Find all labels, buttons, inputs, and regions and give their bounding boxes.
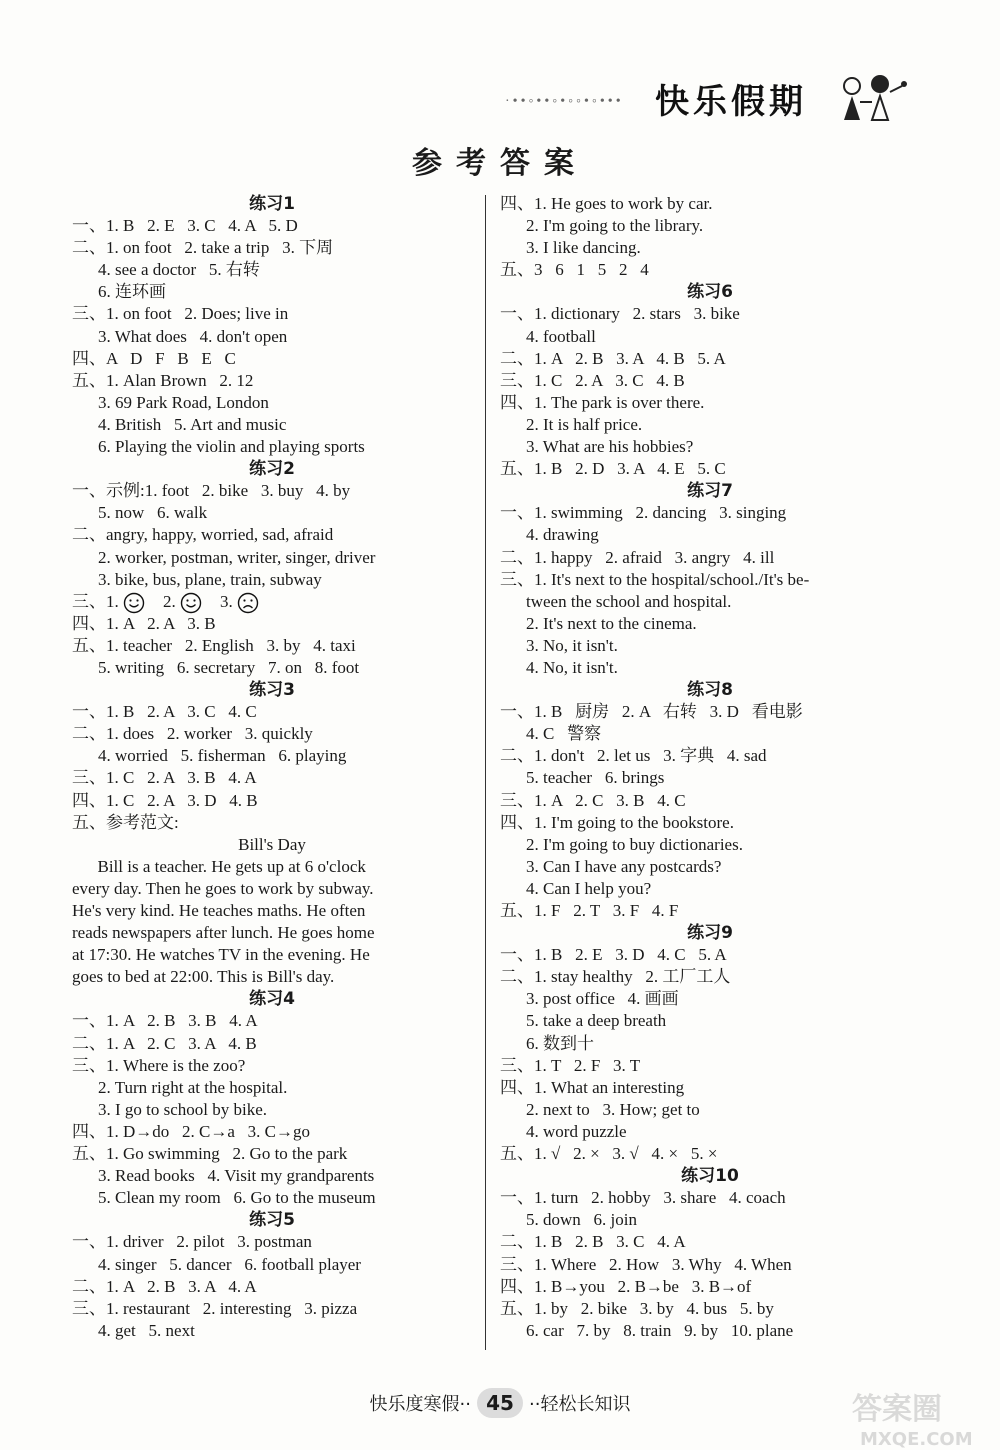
exercise-heading: 练习6 (687, 282, 733, 303)
answer-line (72, 591, 472, 613)
exercise-heading: 练习9 (687, 923, 733, 944)
answer-line: 3. What are his hobbies? (526, 437, 694, 457)
answer-line: 二、1. A 2. B 3. A 4. A (72, 1276, 257, 1296)
page-header (505, 72, 915, 122)
answer-line: 一、1. turn 2. hobby 3. share 4. coach (500, 1188, 786, 1208)
exercise-heading: 练习5 (249, 1210, 295, 1231)
answer-line: 2. It's next to the cinema. (526, 613, 697, 633)
answer-line: 四、1. C 2. A 3. D 4. B (72, 790, 258, 810)
happy-face-icon (180, 592, 202, 614)
answer-line: 3. post office 4. 画画 (526, 989, 679, 1009)
answer-line: 4. singer 5. dancer 6. football player (98, 1254, 361, 1274)
answer-line: 一、1. B 2. A 3. C 4. C (72, 702, 257, 722)
answer-line: 5. take a deep breath (526, 1011, 667, 1031)
column-divider (485, 195, 486, 1350)
exercise-heading: 练习8 (687, 680, 733, 701)
answers-right-column (500, 193, 920, 1342)
page-number: 45 (477, 1388, 523, 1418)
answer-line: 五、1. √ 2. × 3. √ 4. × 5. × (500, 1144, 718, 1164)
answer-line: 2. I'm going to buy dictionaries. (526, 834, 743, 854)
answer-line: 四、1. A 2. A 3. B (72, 613, 216, 633)
answer-line: 2. It is half price. (526, 414, 643, 434)
answer-line: 5. now 6. walk (98, 503, 208, 523)
answer-line: 三、1. on foot 2. Does; live in (72, 304, 289, 324)
answer-line: 2. next to 3. How; get to (526, 1099, 700, 1119)
answer-line-label: 三、1. (72, 591, 119, 611)
footer-right-text: ··轻松长知识 (529, 1394, 631, 1415)
sad-face-icon (237, 592, 259, 614)
answer-line: 4. word puzzle (526, 1121, 627, 1141)
answer-line: 四、1. He goes to work by car. (500, 194, 713, 213)
answer-line: 4. C 警察 (526, 724, 602, 744)
answer-line: 三、1. restaurant 2. interesting 3. pizza (72, 1298, 358, 1318)
answer-line: 2. worker, postman, writer, singer, driver (98, 547, 376, 567)
watermark-logo (848, 1385, 988, 1450)
exercise-heading: 练习1 (249, 194, 295, 214)
answer-line: 二、angry, happy, worried, sad, afraid (72, 525, 334, 545)
answer-line: 一、1. B 厨房 2. A 右转 3. D 看电影 (500, 702, 803, 722)
exercise-heading: 练习4 (249, 989, 295, 1010)
footer-left-text: 快乐度寒假·· (369, 1394, 471, 1415)
answer-line: 一、1. driver 2. pilot 3. postman (72, 1232, 312, 1252)
answer-line: 五、1. F 2. T 3. F 4. F (500, 901, 679, 920)
answer-line: 一、1. dictionary 2. stars 3. bike (500, 304, 740, 324)
answer-line: 3. bike, bus, plane, train, subway (98, 569, 322, 589)
answer-line: 三、1. C 2. A 3. B 4. A (72, 768, 257, 788)
answer-line: 4. football (526, 326, 596, 346)
answer-line: 一、1. A 2. B 3. B 4. A (72, 1011, 258, 1031)
answer-line: 6. Playing the violin and playing sports (98, 437, 365, 457)
answer-line: 二、1. B 2. B 3. C 4. A (500, 1232, 686, 1252)
answer-line: He's very kind. He teaches maths. He often (72, 901, 366, 920)
answer-line: 4. see a doctor 5. 右转 (98, 260, 260, 280)
answers-left-column (72, 193, 472, 1342)
answer-line-label: 2. (163, 591, 176, 611)
answer-line: 二、1. happy 2. afraid 3. angry 4. ill (500, 547, 775, 567)
answer-line: 二、1. A 2. C 3. A 4. B (72, 1033, 257, 1053)
answer-line: 4. get 5. next (98, 1320, 195, 1340)
answer-line: at 17:30. He watches TV in the evening. He (72, 945, 370, 965)
answer-line: 3. No, it isn't. (526, 635, 618, 655)
answer-line: 四、1. The park is over there. (500, 392, 705, 412)
answer-line: 5. teacher 6. brings (526, 768, 665, 788)
answer-line: 一、1. swimming 2. dancing 3. singing (500, 503, 787, 523)
answer-line: 一、1. B 2. E 3. D 4. C 5. A (500, 945, 727, 965)
svg-text:答案圈: 答案圈 (852, 1392, 942, 1427)
answer-line: tween the school and hospital. (526, 591, 732, 611)
exercise-heading: 练习10 (681, 1166, 739, 1187)
answer-line: 5. Clean my room 6. Go to the museum (98, 1188, 376, 1208)
answer-line: 三、1. It's next to the hospital/school./It's be- (500, 569, 810, 589)
answer-line: 4. British 5. Art and music (98, 414, 287, 434)
answer-line: 4. drawing (526, 525, 599, 545)
answer-line: 3. Read books 4. Visit my grandparents (98, 1166, 375, 1186)
answer-line: 3. 69 Park Road, London (98, 392, 269, 412)
answer-line: reads newspapers after lunch. He goes home (72, 923, 375, 943)
answer-line: 6. 连环画 (98, 282, 166, 302)
answer-line: 四、1. What an interesting (500, 1077, 685, 1097)
answer-line: 一、示例:1. foot 2. bike 3. buy 4. by (72, 481, 351, 501)
answer-line: 4. No, it isn't. (526, 657, 618, 677)
answer-line: 四、1. B→you 2. B→be 3. B→of (500, 1276, 752, 1296)
answer-line: 五、1. Go swimming 2. Go to the park (72, 1144, 348, 1164)
answer-line: 五、3 6 1 5 2 4 (500, 260, 649, 280)
answer-line: 二、1. stay healthy 2. 工厂工人 (500, 967, 731, 987)
answer-line: 6. 数到十 (526, 1033, 594, 1053)
answer-line: 3. I go to school by bike. (98, 1099, 268, 1119)
exercise-heading: 练习2 (249, 459, 295, 480)
answer-line: 三、1. T 2. F 3. T (500, 1055, 641, 1075)
answer-line: 三、1. Where is the zoo? (72, 1055, 246, 1075)
answer-line: goes to bed at 22:00. This is Bill's day. (72, 967, 335, 987)
header-brand: 快乐假期 (655, 82, 807, 122)
answer-line: 五、1. teacher 2. English 3. by 4. taxi (72, 635, 356, 655)
answer-line: 三、1. C 2. A 3. C 4. B (500, 370, 685, 390)
answer-line: 2. I'm going to the library. (526, 216, 704, 236)
answer-line: 四、1. I'm going to the bookstore. (500, 812, 734, 832)
answer-line: every day. Then he goes to work by subway. (72, 878, 374, 898)
answer-line: 三、1. Where 2. How 3. Why 4. When (500, 1254, 792, 1274)
answer-line: 3. Can I have any postcards? (526, 856, 722, 876)
answer-line: 5. writing 6. secretary 7. on 8. foot (98, 657, 360, 677)
answer-line-label: 3. (220, 591, 233, 611)
answer-line: 五、参考范文: (72, 812, 179, 832)
answer-line: 4. worried 5. fisherman 6. playing (98, 746, 347, 766)
answer-line: 2. Turn right at the hospital. (98, 1077, 288, 1097)
header-dots: ·••◦••◦•◦◦•◦••• (505, 94, 624, 109)
answer-line: 4. Can I help you? (526, 878, 652, 898)
answer-line: 三、1. A 2. C 3. B 4. C (500, 790, 686, 810)
answer-line: 四、A D F B E C (72, 348, 236, 368)
answer-line: Bill's Day (238, 834, 306, 854)
answer-line: 二、1. don't 2. let us 3. 字典 4. sad (500, 746, 767, 766)
svg-text:MXQE.COM: MXQE.COM (860, 1429, 973, 1450)
answer-line: 6. car 7. by 8. train 9. by 10. plane (526, 1320, 794, 1340)
answer-line: 3. What does 4. don't open (98, 326, 288, 346)
answer-line: 一、1. B 2. E 3. C 4. A 5. D (72, 216, 298, 236)
answer-line: 二、1. A 2. B 3. A 4. B 5. A (500, 348, 726, 368)
happy-face-icon (123, 592, 145, 614)
answer-line: 四、1. D→do 2. C→a 3. C→go (72, 1121, 310, 1141)
answer-line: 二、1. on foot 2. take a trip 3. 下周 (72, 238, 334, 258)
answer-line: 五、1. by 2. bike 3. by 4. bus 5. by (500, 1298, 774, 1318)
answer-line: 五、1. B 2. D 3. A 4. E 5. C (500, 459, 726, 479)
page-title: 参考答案 (412, 146, 588, 181)
exercise-heading: 练习3 (249, 680, 295, 701)
answer-line: 五、1. Alan Brown 2. 12 (72, 370, 254, 390)
answer-line: 3. I like dancing. (526, 238, 641, 258)
answer-line: 5. down 6. join (526, 1210, 637, 1230)
answer-line: 二、1. does 2. worker 3. quickly (72, 724, 313, 744)
mascot-icon (830, 72, 910, 124)
answer-line: Bill is a teacher. He gets up at 6 o'clock (72, 856, 366, 876)
exercise-heading: 练习7 (687, 481, 733, 502)
